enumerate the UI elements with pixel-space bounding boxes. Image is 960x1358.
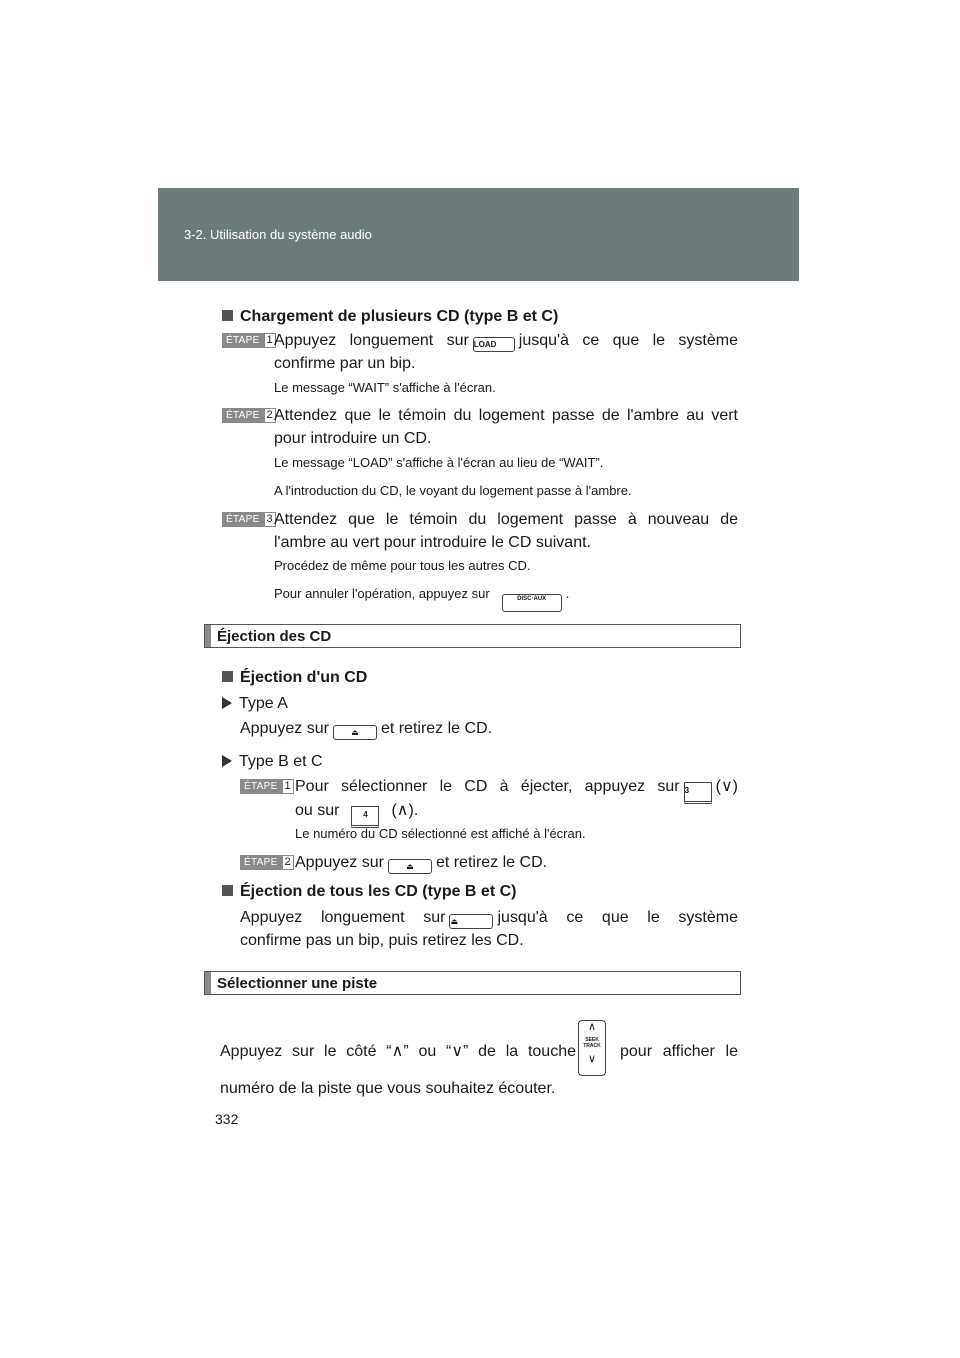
track-text-b: pour afficher le [620,1043,738,1060]
square-bullet-icon [222,671,233,682]
step3-cancel: Pour annuler l'opération, appuyez sur DISC·AUX . [274,585,569,612]
square-bullet-icon [222,310,233,321]
step2-note: Le message “LOAD” s'affiche à l'écran au lieu de “WAIT”. [274,455,604,470]
step1-text-cont: confirme par un bip. [274,355,416,372]
disc-aux-button-icon: DISC·AUX [502,594,562,612]
eject-button-icon: ⏏ [388,859,432,874]
track-text-a: Appuyez sur le côté “∧” ou “∨” de la touche [220,1043,576,1060]
seek-track-button-icon: ∧ SEEK TRACK ∨ [578,1020,606,1076]
step-badge: ÉTAPE 2 [240,855,294,870]
step1-text: Appuyez longuement sur LOAD jusqu'à ce que le système [274,329,738,352]
step3-line2: l'ambre au vert pour introduire le CD suivant. [274,534,591,551]
step1-note: Le message “WAIT” s'affiche à l'écran. [274,380,496,395]
eject-all-title: Éjection de tous les CD (type B et C) [222,880,516,903]
step2-line1: Attendez que le témoin du logement passe de l'ambre au vert [274,407,738,424]
step-badge: ÉTAPE 2 [222,408,276,423]
eject-one-title: Éjection d'un CD [222,666,367,689]
square-bullet-icon [222,885,233,896]
step-badge: ÉTAPE 1 [222,333,276,348]
chapter-title: 3-2. Utilisation du système audio [184,227,372,242]
section-heading: Sélectionner une piste [204,971,741,995]
step2-line2: pour introduire un CD. [274,430,432,447]
preset-4-button-icon: 4 [351,806,379,828]
triangle-bullet-icon [222,755,232,767]
eject-button-icon: ⏏ [333,725,377,740]
eject-step1-text-cont: ou sur 4 (∧). [295,799,418,828]
step3-line1: Attendez que le témoin du logement passe à nouveau de [274,511,738,528]
eject-all-text: Appuyez longuement sur ⏏ jusqu'à ce que le système [240,906,738,929]
type-bc-label: Type B et C [222,750,323,773]
section-heading: Éjection des CD [204,624,741,648]
chevron-up-icon: ∧ [587,1021,597,1033]
eject-step1-note: Le numéro du CD sélectionné est affiché à l'écran. [295,826,586,841]
eject-step2-text: Appuyez sur ⏏ et retirez le CD. [295,851,547,874]
page-number: 332 [215,1111,239,1127]
track-text-line2: numéro de la piste que vous souhaitez écouter. [220,1080,556,1097]
chapter-header [158,188,799,281]
load-button-icon: LOAD [473,337,515,352]
step-badge: ÉTAPE 1 [240,779,294,794]
step-badge: ÉTAPE 3 [222,512,276,527]
type-a-text: Appuyez sur ⏏ et retirez le CD. [240,717,492,740]
eject-step1-text: Pour sélectionner le CD à éjecter, appuyez sur 3 (∨) [295,775,738,804]
triangle-bullet-icon [222,697,232,709]
eject-button-icon: ⏏ [449,914,493,929]
multi-load-title: Chargement de plusieurs CD (type B et C) [222,305,558,328]
step2-note: A l'introduction du CD, le voyant du logement passe à l'ambre. [274,483,632,498]
eject-all-text-cont: confirme pas un bip, puis retirez les CD. [240,932,524,949]
preset-3-button-icon: 3 [684,782,712,804]
chevron-down-icon: ∨ [587,1053,597,1065]
type-a-label: Type A [222,692,288,715]
step3-note: Procédez de même pour tous les autres CD. [274,558,531,573]
